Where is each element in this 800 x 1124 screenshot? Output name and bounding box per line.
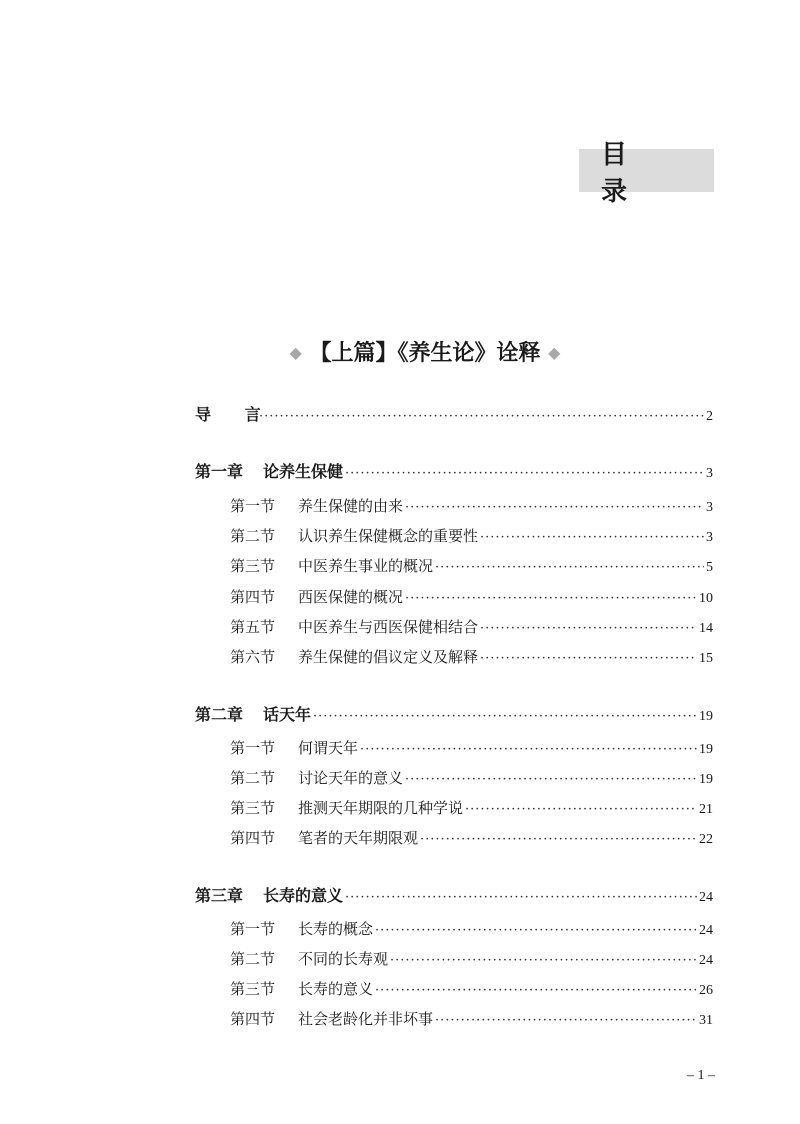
toc-leader-dots: [435, 560, 704, 575]
toc-leader-dots: [465, 802, 697, 817]
toc-entry-title: 中医养生与西医保健相结合: [298, 618, 479, 636]
toc-entry-section[interactable]: [230, 827, 713, 848]
toc-leader-dots: [405, 591, 697, 606]
toc-entry-page: 14: [699, 621, 713, 636]
toc-title-text: 目 录: [601, 139, 650, 207]
toc-entry-label: 第二节: [230, 950, 276, 968]
toc-entry-label: 第二章: [195, 705, 244, 724]
toc-entry-title: 不同的长寿观: [298, 950, 389, 968]
part-title: 【上篇】《养生论》诠释: [309, 340, 541, 366]
toc-entry-page: 3: [706, 500, 713, 515]
toc-entry-label: 第三节: [230, 799, 276, 817]
toc-entry-label: 第六节: [230, 648, 276, 666]
toc-entry-title: 中医养生事业的概况: [298, 557, 434, 575]
toc-entry-label: 导 言: [195, 405, 275, 424]
toc-entry-title: 推测天年期限的几种学说: [298, 799, 464, 817]
toc-leader-dots: [390, 953, 697, 968]
toc-entry-page: 24: [699, 923, 713, 938]
toc-entry-section[interactable]: [230, 1008, 713, 1029]
toc-entry-section[interactable]: [230, 978, 713, 999]
toc-entry-label: 第三章: [195, 886, 244, 905]
toc-entry-label: 第一节: [230, 497, 276, 515]
toc-entry-label: 第二节: [230, 527, 276, 545]
toc-entry-title: 认识养生保健概念的重要性: [298, 527, 479, 545]
toc-entry-label: 第一节: [230, 920, 276, 938]
toc-entry-label: 第一章: [195, 462, 244, 481]
toc-entry-title: 社会老龄化并非坏事: [298, 1010, 434, 1028]
toc-entry-page: 24: [699, 890, 713, 905]
toc-leader-dots: [375, 923, 697, 938]
diamond-right-icon: ◆: [548, 343, 561, 362]
toc-entry-chapter-3[interactable]: [195, 883, 713, 906]
toc-entry-title: 西医保健的概况: [298, 588, 404, 606]
toc-entry-page: 31: [699, 1013, 713, 1028]
toc-entry-page: 5: [706, 560, 713, 575]
diamond-left-icon: ◆: [289, 343, 302, 362]
toc-title: [579, 139, 714, 207]
toc-leader-dots: [313, 709, 697, 724]
part-heading: [0, 336, 800, 367]
toc-entry-section[interactable]: [230, 948, 713, 969]
toc-entry-section[interactable]: [230, 767, 713, 788]
toc-entry-label: 第四节: [230, 1010, 276, 1028]
toc-entry-page: 15: [699, 651, 713, 666]
toc-entry-title: 养生保健的倡议定义及解释: [298, 648, 479, 666]
toc-entry-page: 3: [706, 530, 713, 545]
toc-entry-page: 10: [699, 591, 713, 606]
toc-entry-label: 第四节: [230, 829, 276, 847]
toc-leader-dots: [420, 832, 697, 847]
toc-entry-label: 第二节: [230, 769, 276, 787]
toc-leader-dots: [405, 772, 697, 787]
toc-entry-label: 第一节: [230, 739, 276, 757]
toc-entry-page: 22: [699, 832, 713, 847]
toc-entry-section[interactable]: [230, 616, 713, 637]
toc-leader-dots: [345, 466, 704, 481]
toc-entry-label: 第三节: [230, 980, 276, 998]
toc-entry-title: 论养生保健: [263, 462, 344, 481]
toc-entry-title: 笔者的天年期限观: [298, 829, 419, 847]
page-number: – 1 –: [687, 1068, 715, 1083]
toc-entry-page: 19: [699, 709, 713, 724]
toc-entry-section[interactable]: [230, 555, 713, 576]
toc-entry-section[interactable]: [230, 737, 713, 758]
toc-leader-dots: [345, 890, 697, 905]
toc-entry-title: 讨论天年的意义: [298, 769, 404, 787]
toc-entry-section[interactable]: [230, 525, 713, 546]
toc-entry-page: 3: [706, 466, 713, 481]
toc-entry-section[interactable]: [230, 646, 713, 667]
toc-entry-page: 2: [706, 409, 713, 424]
toc-entry-title: 长寿的意义: [263, 886, 344, 905]
toc-entry-label: 第五节: [230, 618, 276, 636]
toc-entry-chapter-2[interactable]: [195, 702, 713, 725]
toc-entry-title: 长寿的意义: [298, 980, 374, 998]
toc-leader-dots: [480, 530, 704, 545]
toc-entry-section[interactable]: [230, 586, 713, 607]
toc-entry-section[interactable]: [230, 797, 713, 818]
toc-entry-page: 19: [699, 772, 713, 787]
toc-leader-dots: [480, 651, 697, 666]
toc-leader-dots: [480, 621, 697, 636]
toc-entry-section[interactable]: [230, 918, 713, 939]
toc-entry-intro[interactable]: [195, 402, 713, 425]
toc-leader-dots: [360, 742, 697, 757]
toc-entry-title: 话天年: [263, 705, 312, 724]
toc-leader-dots: [375, 983, 697, 998]
toc-entry-label: 第三节: [230, 557, 276, 575]
toc-entry-title: 长寿的概念: [298, 920, 374, 938]
toc-entry-chapter-1[interactable]: [195, 459, 713, 482]
toc-entry-page: 24: [699, 953, 713, 968]
toc-entry-title: 养生保健的由来: [298, 497, 404, 515]
toc-entry-page: 21: [699, 802, 713, 817]
toc-entry-section[interactable]: [230, 495, 713, 516]
toc-entry-label: 第四节: [230, 588, 276, 606]
toc-entry-page: 19: [699, 742, 713, 757]
toc-leader-dots: [435, 1013, 697, 1028]
toc-leader-dots: [259, 409, 704, 424]
toc-entry-page: 26: [699, 983, 713, 998]
toc-leader-dots: [405, 500, 704, 515]
toc-entry-title: 何谓天年: [298, 739, 359, 757]
